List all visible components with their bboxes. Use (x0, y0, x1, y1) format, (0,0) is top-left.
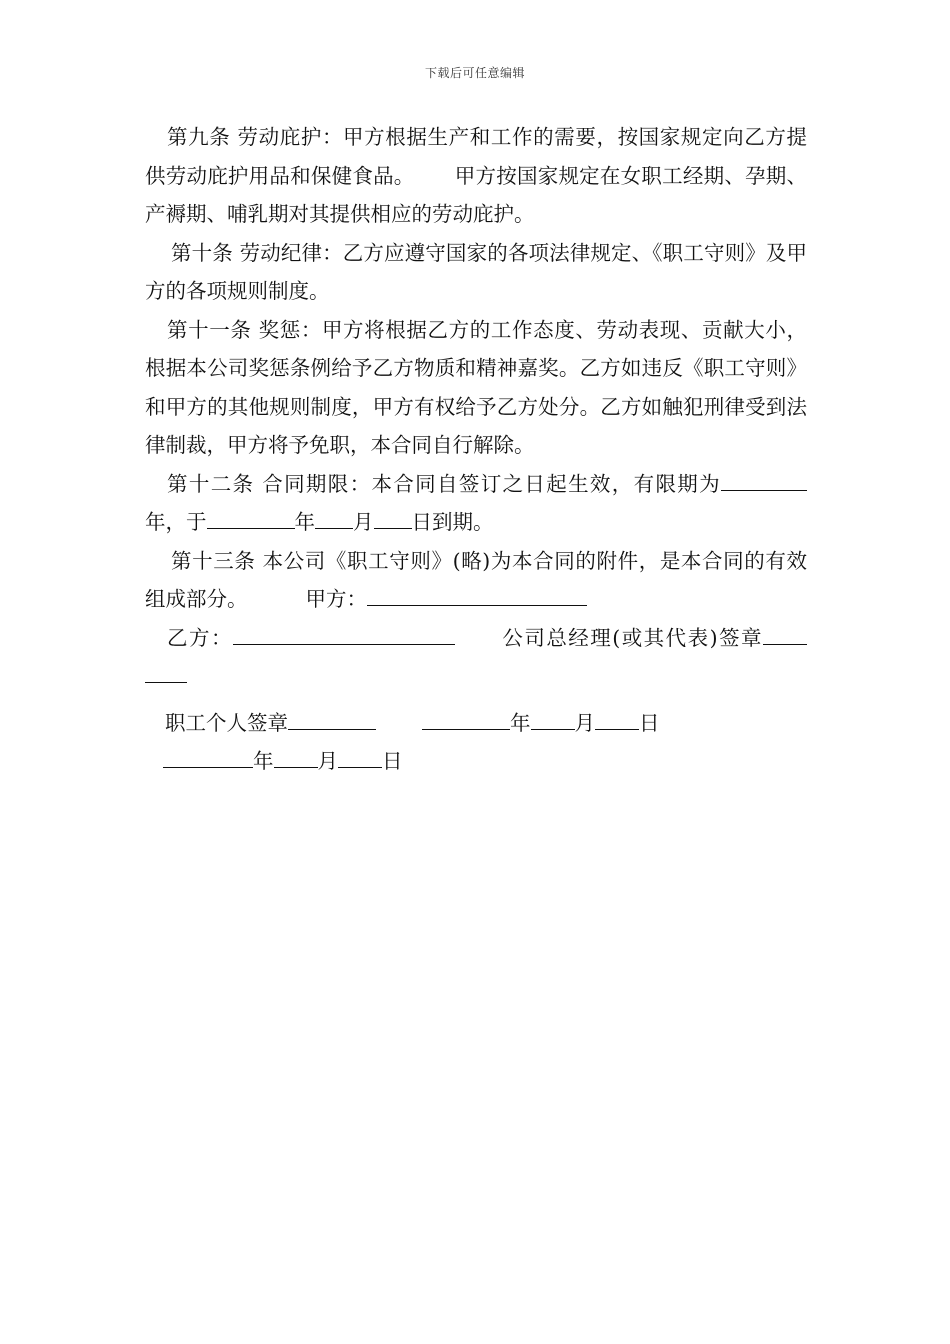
article-9-text-2: 甲方按国家规定在女职工经期、孕期、产褥期、哺乳期对其提供相应的劳动庇护。 (145, 163, 808, 226)
gm-sign-blank-cont[interactable] (145, 658, 187, 683)
term-years-blank-cont[interactable] (797, 466, 807, 491)
page-header: 下载后可任意编辑 (424, 66, 525, 80)
article-11-text: 第十一条 奖惩：甲方将根据乙方的工作态度、劳动表现、贡献大小，根据本公司奖惩条例给予乙方物质和精神嘉奖。乙方如违反《职工守则》和甲方的其他规则制度，甲方有权给予乙方处分。乙方如触犯刑律受到法律制裁，甲方将予免职，本合同自行解除。 (145, 317, 807, 457)
employee-sign-blank[interactable] (288, 705, 376, 730)
party-a-label: 甲方： (305, 587, 367, 611)
employee-date-month-blank[interactable] (274, 743, 318, 768)
employee-date-day-blank[interactable] (338, 743, 382, 768)
party-a-blank[interactable] (367, 581, 587, 606)
gm-date-year-blank[interactable] (422, 705, 510, 730)
article-12 (145, 465, 807, 542)
party-b-blank[interactable] (233, 620, 455, 645)
article-9-text: 第九条 劳动庇护：甲方根据生产和工作的需要，按国家规定向乙方提供劳动庇护用品和保健食品。 (145, 125, 807, 188)
article-13-text: 第十三条 本公司《职工守则》(略)为本合同的附件，是本合同的有效组成部分。 (145, 548, 807, 611)
employee-date-year-blank[interactable] (163, 743, 253, 768)
article-13 (145, 542, 807, 619)
gm-date-month-blank[interactable] (531, 705, 575, 730)
expiry-year-blank[interactable] (207, 504, 295, 529)
employee-date-year-label: 年 (253, 749, 274, 773)
article-11 (145, 311, 807, 465)
expiry-day-blank[interactable] (374, 504, 412, 529)
employee-date-day-label: 日 (382, 749, 403, 773)
expiry-day-label: 日到期。 (411, 510, 494, 534)
expiry-year-label: 年 (294, 510, 315, 534)
gm-date-day-blank[interactable] (595, 705, 639, 730)
expiry-month-label: 月 (353, 510, 374, 534)
gm-date-month-label: 月 (574, 710, 595, 735)
article-10-text: 第十条 劳动纪律：乙方应遵守国家的各项法律规定、《职工守则》及甲方的各项规则制度。 (145, 240, 807, 303)
contract-body (145, 118, 807, 781)
gm-sign-blank[interactable] (763, 620, 807, 645)
gm-date-day-label: 日 (639, 710, 660, 735)
expiry-month-blank[interactable] (315, 504, 353, 529)
term-year-label: 年，于 (145, 510, 207, 534)
party-b-label: 乙方： (167, 625, 233, 650)
article-12-prefix: 第十二条 合同期限：本合同自签订之日起生效，有限期为 (167, 471, 721, 496)
signature-row-2 (145, 704, 807, 743)
employee-sign-label: 职工个人签章 (165, 710, 288, 735)
article-9 (145, 118, 807, 234)
employee-date-month-label: 月 (317, 749, 338, 773)
gm-sign-label: 公司总经理(或其代表)签章 (500, 625, 764, 650)
signature-row-1 (145, 619, 807, 696)
term-years-blank[interactable] (721, 466, 797, 491)
gm-date-year-label: 年 (510, 710, 531, 735)
signature-row-3 (145, 742, 807, 781)
article-10 (145, 234, 807, 311)
